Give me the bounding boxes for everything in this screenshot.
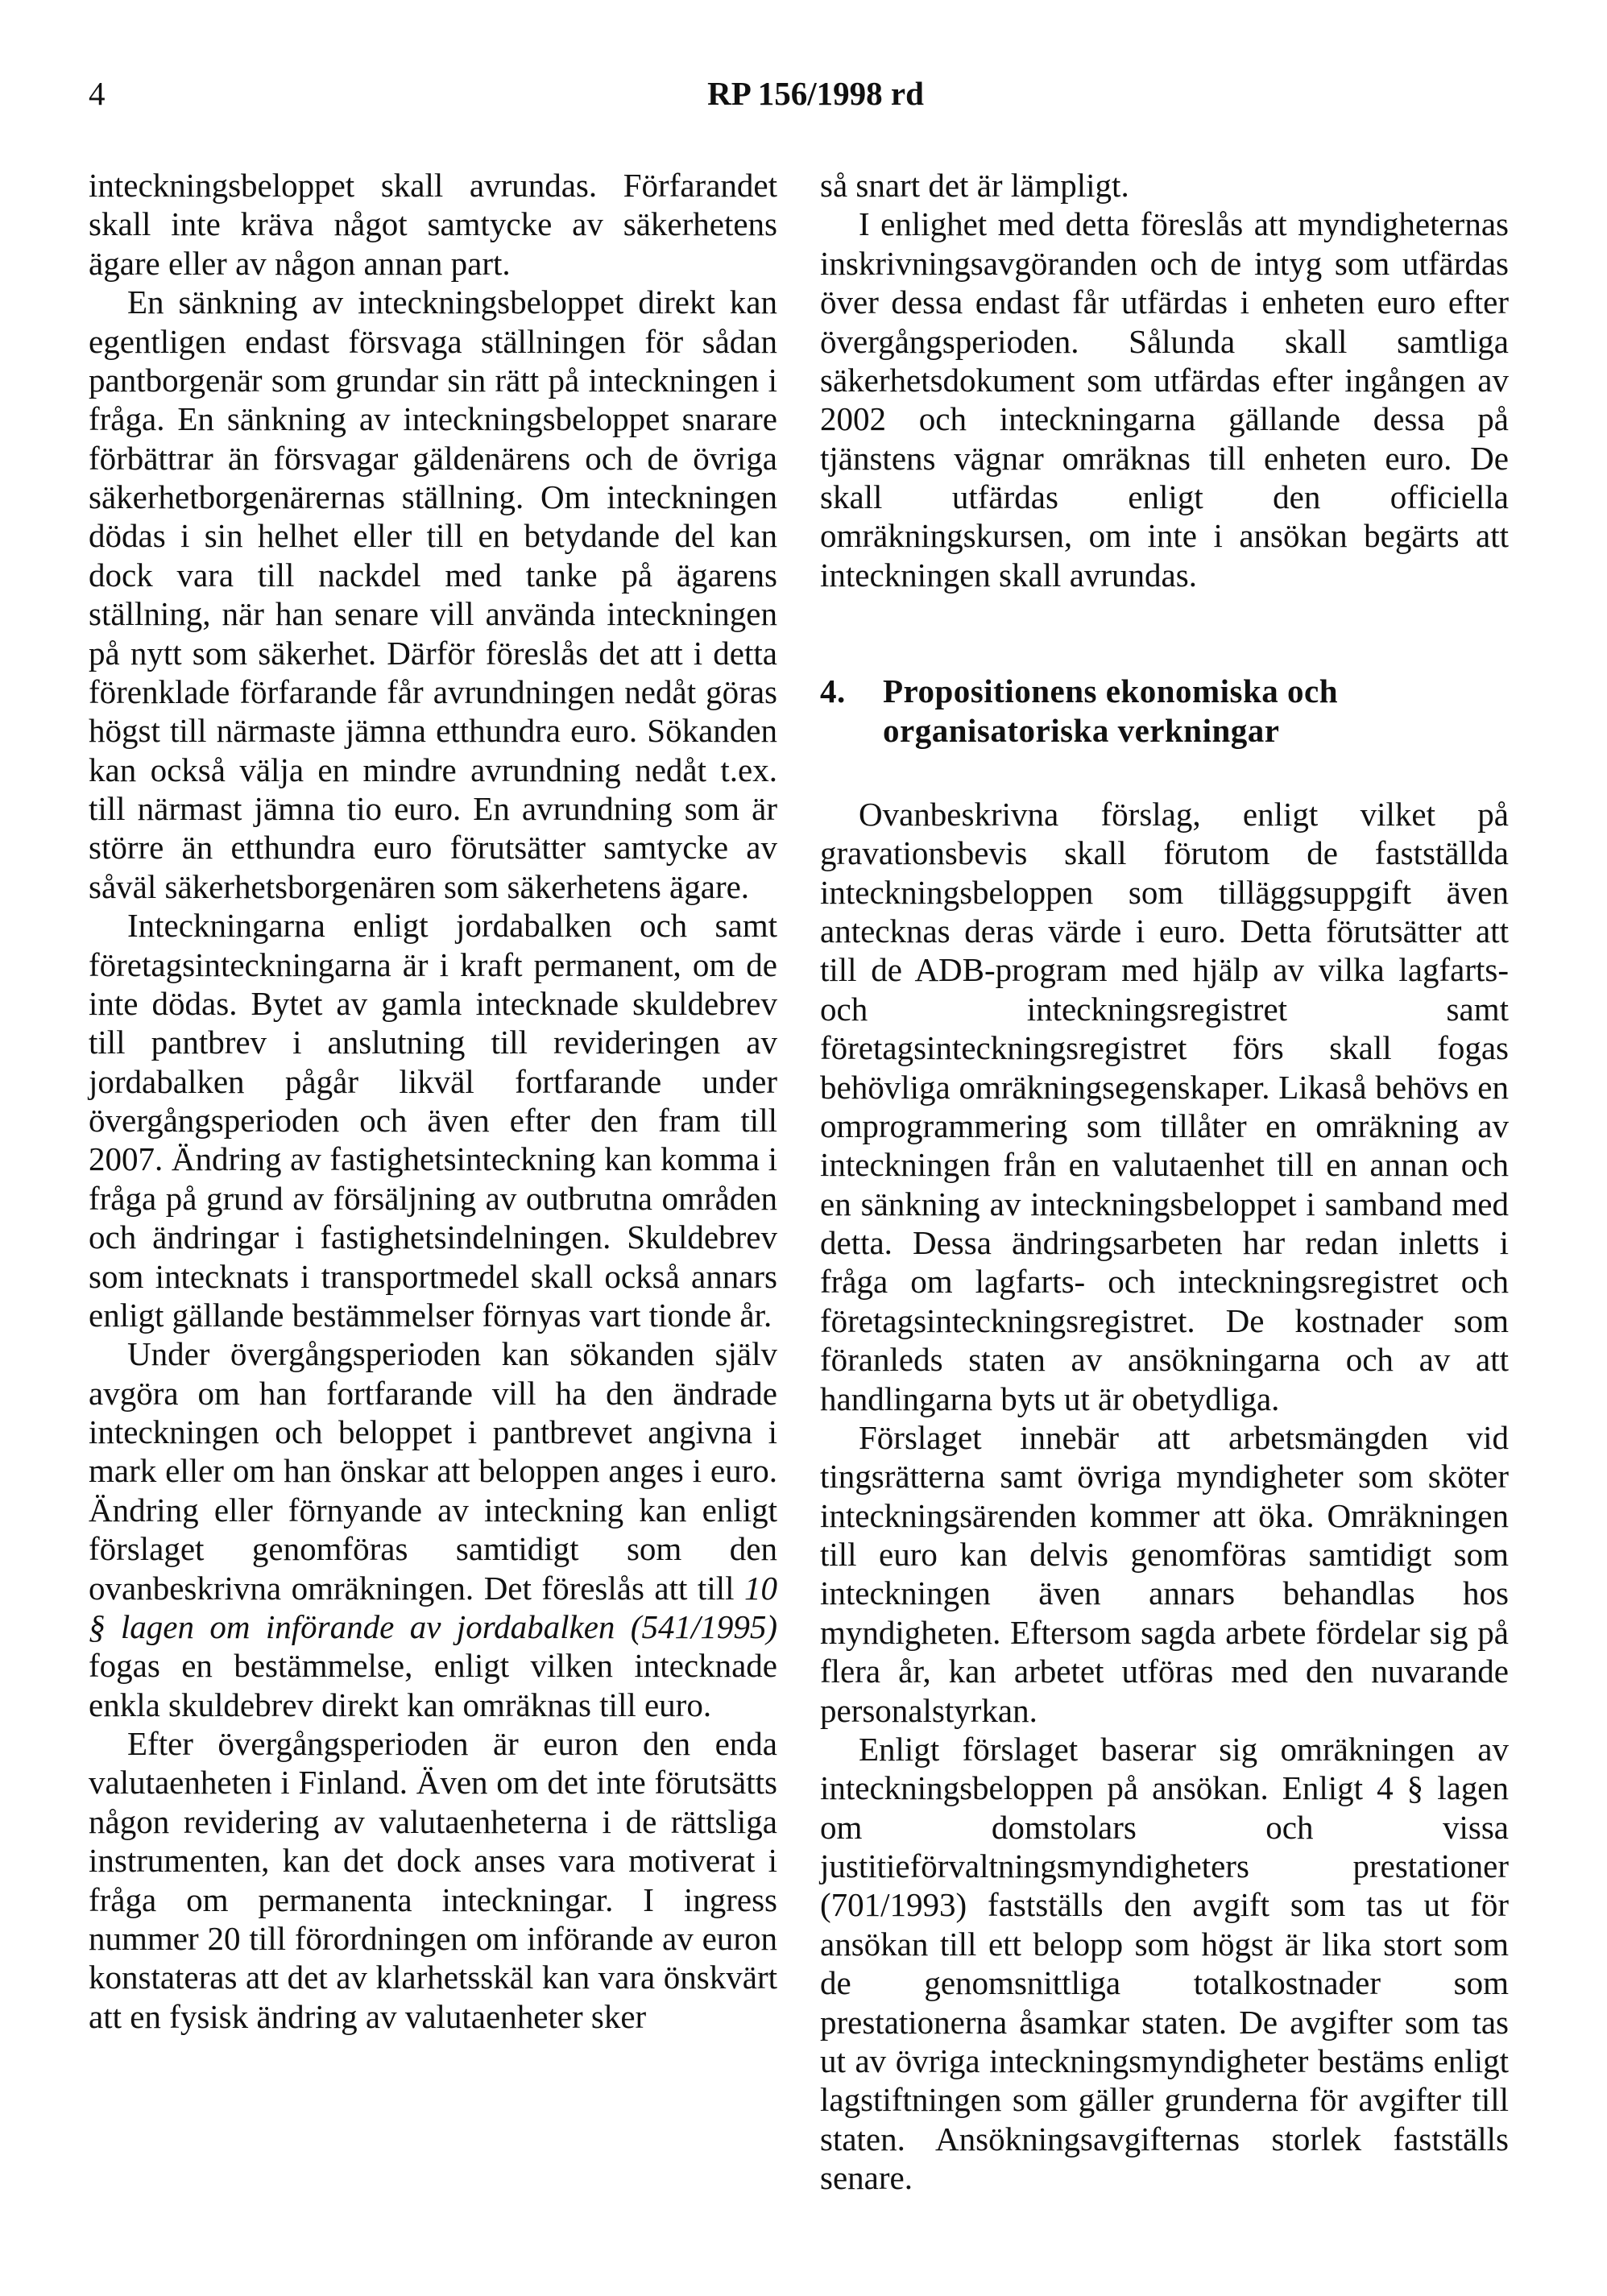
paragraph: I enlighet med detta föreslås att myndigheternas inskrivningsavgöranden och de intyg som utfärdas över dessa endast får utfärdas i enheten euro efter övergångsperioden. Sålunda skall samtliga säkerhetsdokument som utfärdas efter ingången av 2002 och inteckningarna gällande dessa på tjänstens vägnar omräknas till enheten euro. De skall utfärdas enligt den officiella omräkningskursen, om inte i ansökan begärts att inteckningen skall avrundas. — [820, 205, 1509, 594]
page-number: 4 — [89, 75, 106, 112]
section-number: 4. — [820, 672, 846, 710]
left-column — [89, 166, 777, 2036]
paragraph: Enligt förslaget baserar sig omräkningen av inteckningsbeloppen på ansökan. Enligt 4 § lagen om domstolars och vissa justitieförvaltningsmyndigheters prestationer (701/1993) fastställs den avgift som tas ut för ansökan till ett belopp som högst är lika stort som de genomsnittliga totalkostnader som prestationerna åsamkar staten. De avgifter som tas ut av övriga inteckningsmyndigheter bestäms enligt lagstiftningen som gäller grunderna för avgifter till staten. Ansökningsavgifternas storlek fastställs senare. — [820, 1730, 1509, 2196]
section-title: Propositionens ekonomiska och organisatoriska verkningar — [883, 672, 1339, 749]
section-heading — [820, 672, 1509, 750]
paragraph-text: Under övergångsperioden kan sökanden själv avgöra om han fortfarande vill ha den ändrade inteckningen och beloppet i pantbrevet angivna i mark eller om han önskar att beloppen anges i euro. Ändring eller förnyande av inteckning kan enligt förslaget genomföras samtidigt som den ovanbeskrivna omräkningen. Det föreslås att till — [89, 1335, 777, 1607]
paragraph — [89, 1334, 777, 1724]
paragraph-text: fogas en bestämmelse, enligt vilken intecknade enkla skuldebrev direkt kan omräknas till euro. — [89, 1647, 777, 1723]
paragraph: Ovanbeskrivna förslag, enligt vilket på gravationsbevis skall förutom de fastställda inteckningsbeloppen som tilläggsuppgift även antecknas deras värde i euro. Detta förutsätter att till de ADB-program med hjälp av vilka lagfarts- och inteckningsregistret samt företagsinteckningsregistret förs skall fogas behövliga omräkningsegenskaper. Likaså behövs en omprogrammering som tillåter en omräkning av inteckningen från en valutaenhet till en annan och en sänkning av inteckningsbeloppet i samband med detta. Dessa ändringsarbeten har redan inletts i fråga om lagfarts- och inteckningsregistret och företagsinteckningsregistret. De kostnader som föranleds staten av ansökningarna och av att handlingarna byts ut är obetydliga. — [820, 795, 1509, 1417]
paragraph: så snart det är lämpligt. — [820, 167, 1129, 204]
page-header — [89, 74, 1543, 122]
paragraph: Efter övergångsperioden är euron den enda valutaenheten i Finland. Även om det inte förutsätts någon revidering av valutaenheterna i de rättsliga instrumenten, kan det dock anses vara motiverat i fråga om permanenta inteckningar. I ingress nummer 20 till förordningen om införande av euron konstateras att det av klarhetsskäl kan vara önskvärt att en fysisk ändring av valutaenheter sker — [89, 1725, 777, 2035]
paragraph: inteckningsbeloppet skall avrundas. Förfarandet skall inte kräva något samtycke av säkerhetens ägare eller av någon annan part. — [89, 167, 777, 282]
paragraph: En sänkning av inteckningsbeloppet direkt kan egentligen endast försvaga ställningen för sådan pantborgenär som grundar sin rätt på inteckningen i fråga. En sänkning av inteckningsbeloppet snarare förbättrar än försvagar gäldenärens och de övriga säkerhetborgenärernas ställning. Om inteckningen dödas i sin helhet eller till en betydande del kan dock vara till nackdel med tanke på ägarens ställning, när han senare vill använda inteckningen på nytt som säkerhet. Därför föreslås det att i detta förenklade förfarande får avrundningen nedåt göras högst till närmaste jämna etthundra euro. Sökanden kan också välja en mindre avrundning nedåt t.ex. till närmast jämna tio euro. En avrundning som är större än etthundra euro förutsätter samtycke av såväl säkerhetsborgenären som säkerhetens ägare. — [89, 283, 777, 905]
law-reference: 10 § lagen om införande av jordabalken (541/1995) — [89, 1569, 778, 1645]
paragraph: Inteckningarna enligt jordabalken och samt företagsinteckningarna är i kraft permanent, om de inte dödas. Bytet av gamla intecknade skuldebrev till pantbrev i anslutning till revideringen av jordabalken pågår likväl fortfarande under övergångsperioden och även efter den fram till 2007. Ändring av fastighetsinteckning kan komma i fråga på grund av försäljning av outbrutna områden och ändringar i fastighetsindelningen. Skuldebrev som intecknats i transportmedel skall också annars enligt gällande bestämmelser förnyas vart tionde år. — [89, 907, 777, 1334]
paragraph: Förslaget innebär att arbetsmängden vid tingsrätterna samt övriga myndigheter som sköter inteckningsärenden kommer att öka. Omräkningen till euro kan delvis genomföras samtidigt som inteckningen även annars behandlas hos myndigheten. Eftersom sagda arbete fördelar sig på flera år, kan arbetet utföras med den nuvarande personalstyrkan. — [820, 1418, 1509, 1729]
right-column — [820, 166, 1509, 2197]
document-id: RP 156/1998 rd — [707, 75, 924, 112]
